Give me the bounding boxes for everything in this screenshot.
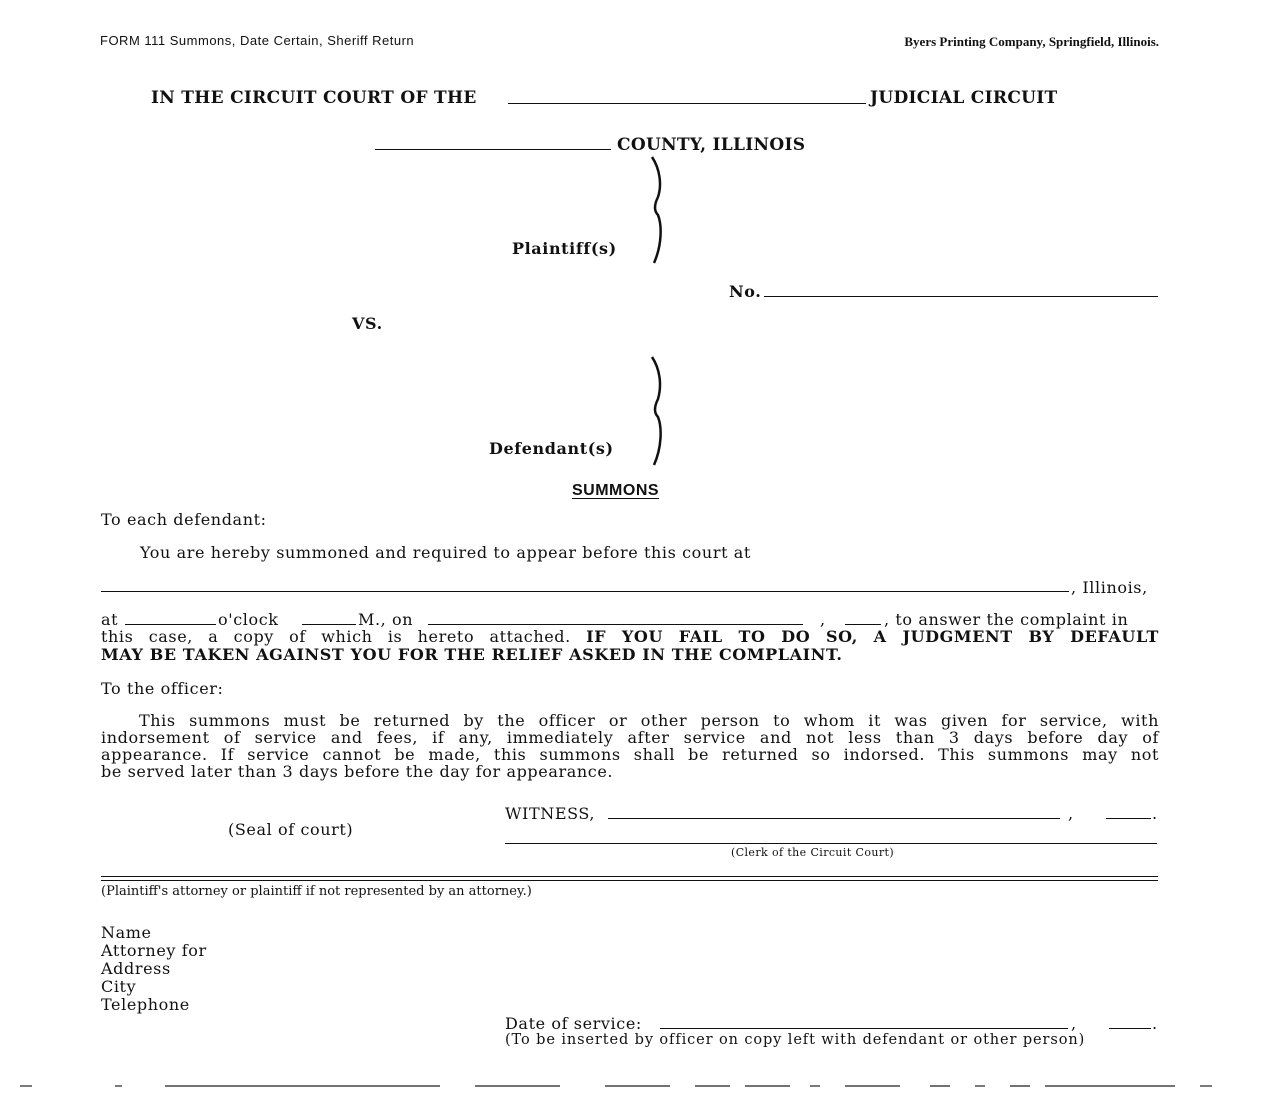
appear-text: You are hereby summoned and required to appear before this court at bbox=[140, 543, 751, 562]
attorney-heading: (Plaintiff's attorney or plaintiff if not represented by an attorney.) bbox=[101, 884, 532, 899]
defendant-label: Defendant(s) bbox=[489, 439, 614, 458]
witness-date-blank[interactable] bbox=[608, 818, 1060, 819]
service-period: . bbox=[1152, 1014, 1158, 1033]
attorney-field-telephone: Telephone bbox=[101, 995, 190, 1014]
circuit-blank[interactable] bbox=[508, 103, 866, 104]
service-comma: , bbox=[1071, 1014, 1077, 1033]
illinois-label: , Illinois, bbox=[1071, 578, 1148, 597]
service-date-blank[interactable] bbox=[660, 1028, 1068, 1029]
at-label: at bbox=[101, 610, 119, 629]
form-id: FORM 111 Summons, Date Certain, Sheriff Return bbox=[100, 33, 415, 48]
plaintiff-label: Plaintiff(s) bbox=[512, 239, 617, 258]
date-blank[interactable] bbox=[428, 624, 803, 625]
date-comma: , bbox=[820, 610, 826, 629]
officer-line-3: appearance. If service cannot be made, this summons shall be returned so indorsed. This summons may not bbox=[101, 745, 1159, 764]
ampm-blank[interactable] bbox=[302, 624, 356, 625]
plaintiff-brace bbox=[646, 155, 668, 265]
year-blank[interactable] bbox=[845, 624, 881, 625]
attorney-field-address: Address bbox=[101, 959, 171, 978]
warning-line-2: MAY BE TAKEN AGAINST YOU FOR THE RELIEF ASKED IN THE COMPLAINT. bbox=[101, 645, 843, 664]
attorney-field-name: Name bbox=[101, 923, 152, 942]
county-blank[interactable] bbox=[375, 149, 611, 150]
clerk-caption: (Clerk of the Circuit Court) bbox=[731, 846, 895, 859]
separator-rule-2 bbox=[101, 880, 1158, 881]
answer-text: , to answer the complaint in bbox=[884, 610, 1129, 629]
attorney-field-city: City bbox=[101, 977, 137, 996]
separator-rule-1 bbox=[101, 876, 1158, 877]
service-date-label: Date of service: bbox=[505, 1014, 642, 1033]
to-defendant: To each defendant: bbox=[101, 510, 267, 529]
seal-label: (Seal of court) bbox=[228, 820, 354, 839]
county-label: COUNTY, ILLINOIS bbox=[617, 135, 806, 155]
witness-period: . bbox=[1152, 804, 1158, 823]
witness-comma: , bbox=[1068, 804, 1074, 823]
witness-year-blank[interactable] bbox=[1106, 818, 1151, 819]
vs-label: VS. bbox=[352, 314, 383, 333]
to-officer: To the officer: bbox=[101, 679, 224, 698]
witness-label: WITNESS, bbox=[505, 804, 596, 823]
court-prefix: IN THE CIRCUIT COURT OF THE bbox=[151, 88, 477, 108]
warning-line-1: this case, a copy of which is hereto attached. IF YOU FAIL TO DO SO, A JUDGMENT BY DEFAULT bbox=[101, 627, 1160, 646]
perforation-line bbox=[0, 1082, 1275, 1090]
summons-title: SUMMONS bbox=[572, 482, 660, 499]
m-on-label: M., on bbox=[358, 610, 414, 629]
service-note: (To be inserted by officer on copy left with defendant or other person) bbox=[505, 1032, 1086, 1048]
printer-name: Byers Printing Company, Springfield, Illinois. bbox=[904, 34, 1159, 49]
officer-line-1: This summons must be returned by the officer or other person to whom it was given for service, with bbox=[139, 711, 1159, 730]
case-no-blank[interactable] bbox=[764, 296, 1158, 297]
case-no-label: No. bbox=[729, 282, 762, 301]
oclock-label: o'clock bbox=[218, 610, 279, 629]
location-blank[interactable] bbox=[101, 591, 1069, 592]
officer-line-2: indorsement of service and fees, if any, immediately after service and not less than 3 days before day of bbox=[101, 728, 1159, 747]
clerk-signature-line[interactable] bbox=[505, 843, 1157, 844]
defendant-brace bbox=[646, 355, 668, 467]
hour-blank[interactable] bbox=[125, 624, 216, 625]
service-year-blank[interactable] bbox=[1109, 1028, 1151, 1029]
court-suffix: JUDICIAL CIRCUIT bbox=[870, 88, 1058, 108]
attorney-field-attorney-for: Attorney for bbox=[101, 941, 207, 960]
officer-line-4: be served later than 3 days before the day for appearance. bbox=[101, 762, 614, 781]
